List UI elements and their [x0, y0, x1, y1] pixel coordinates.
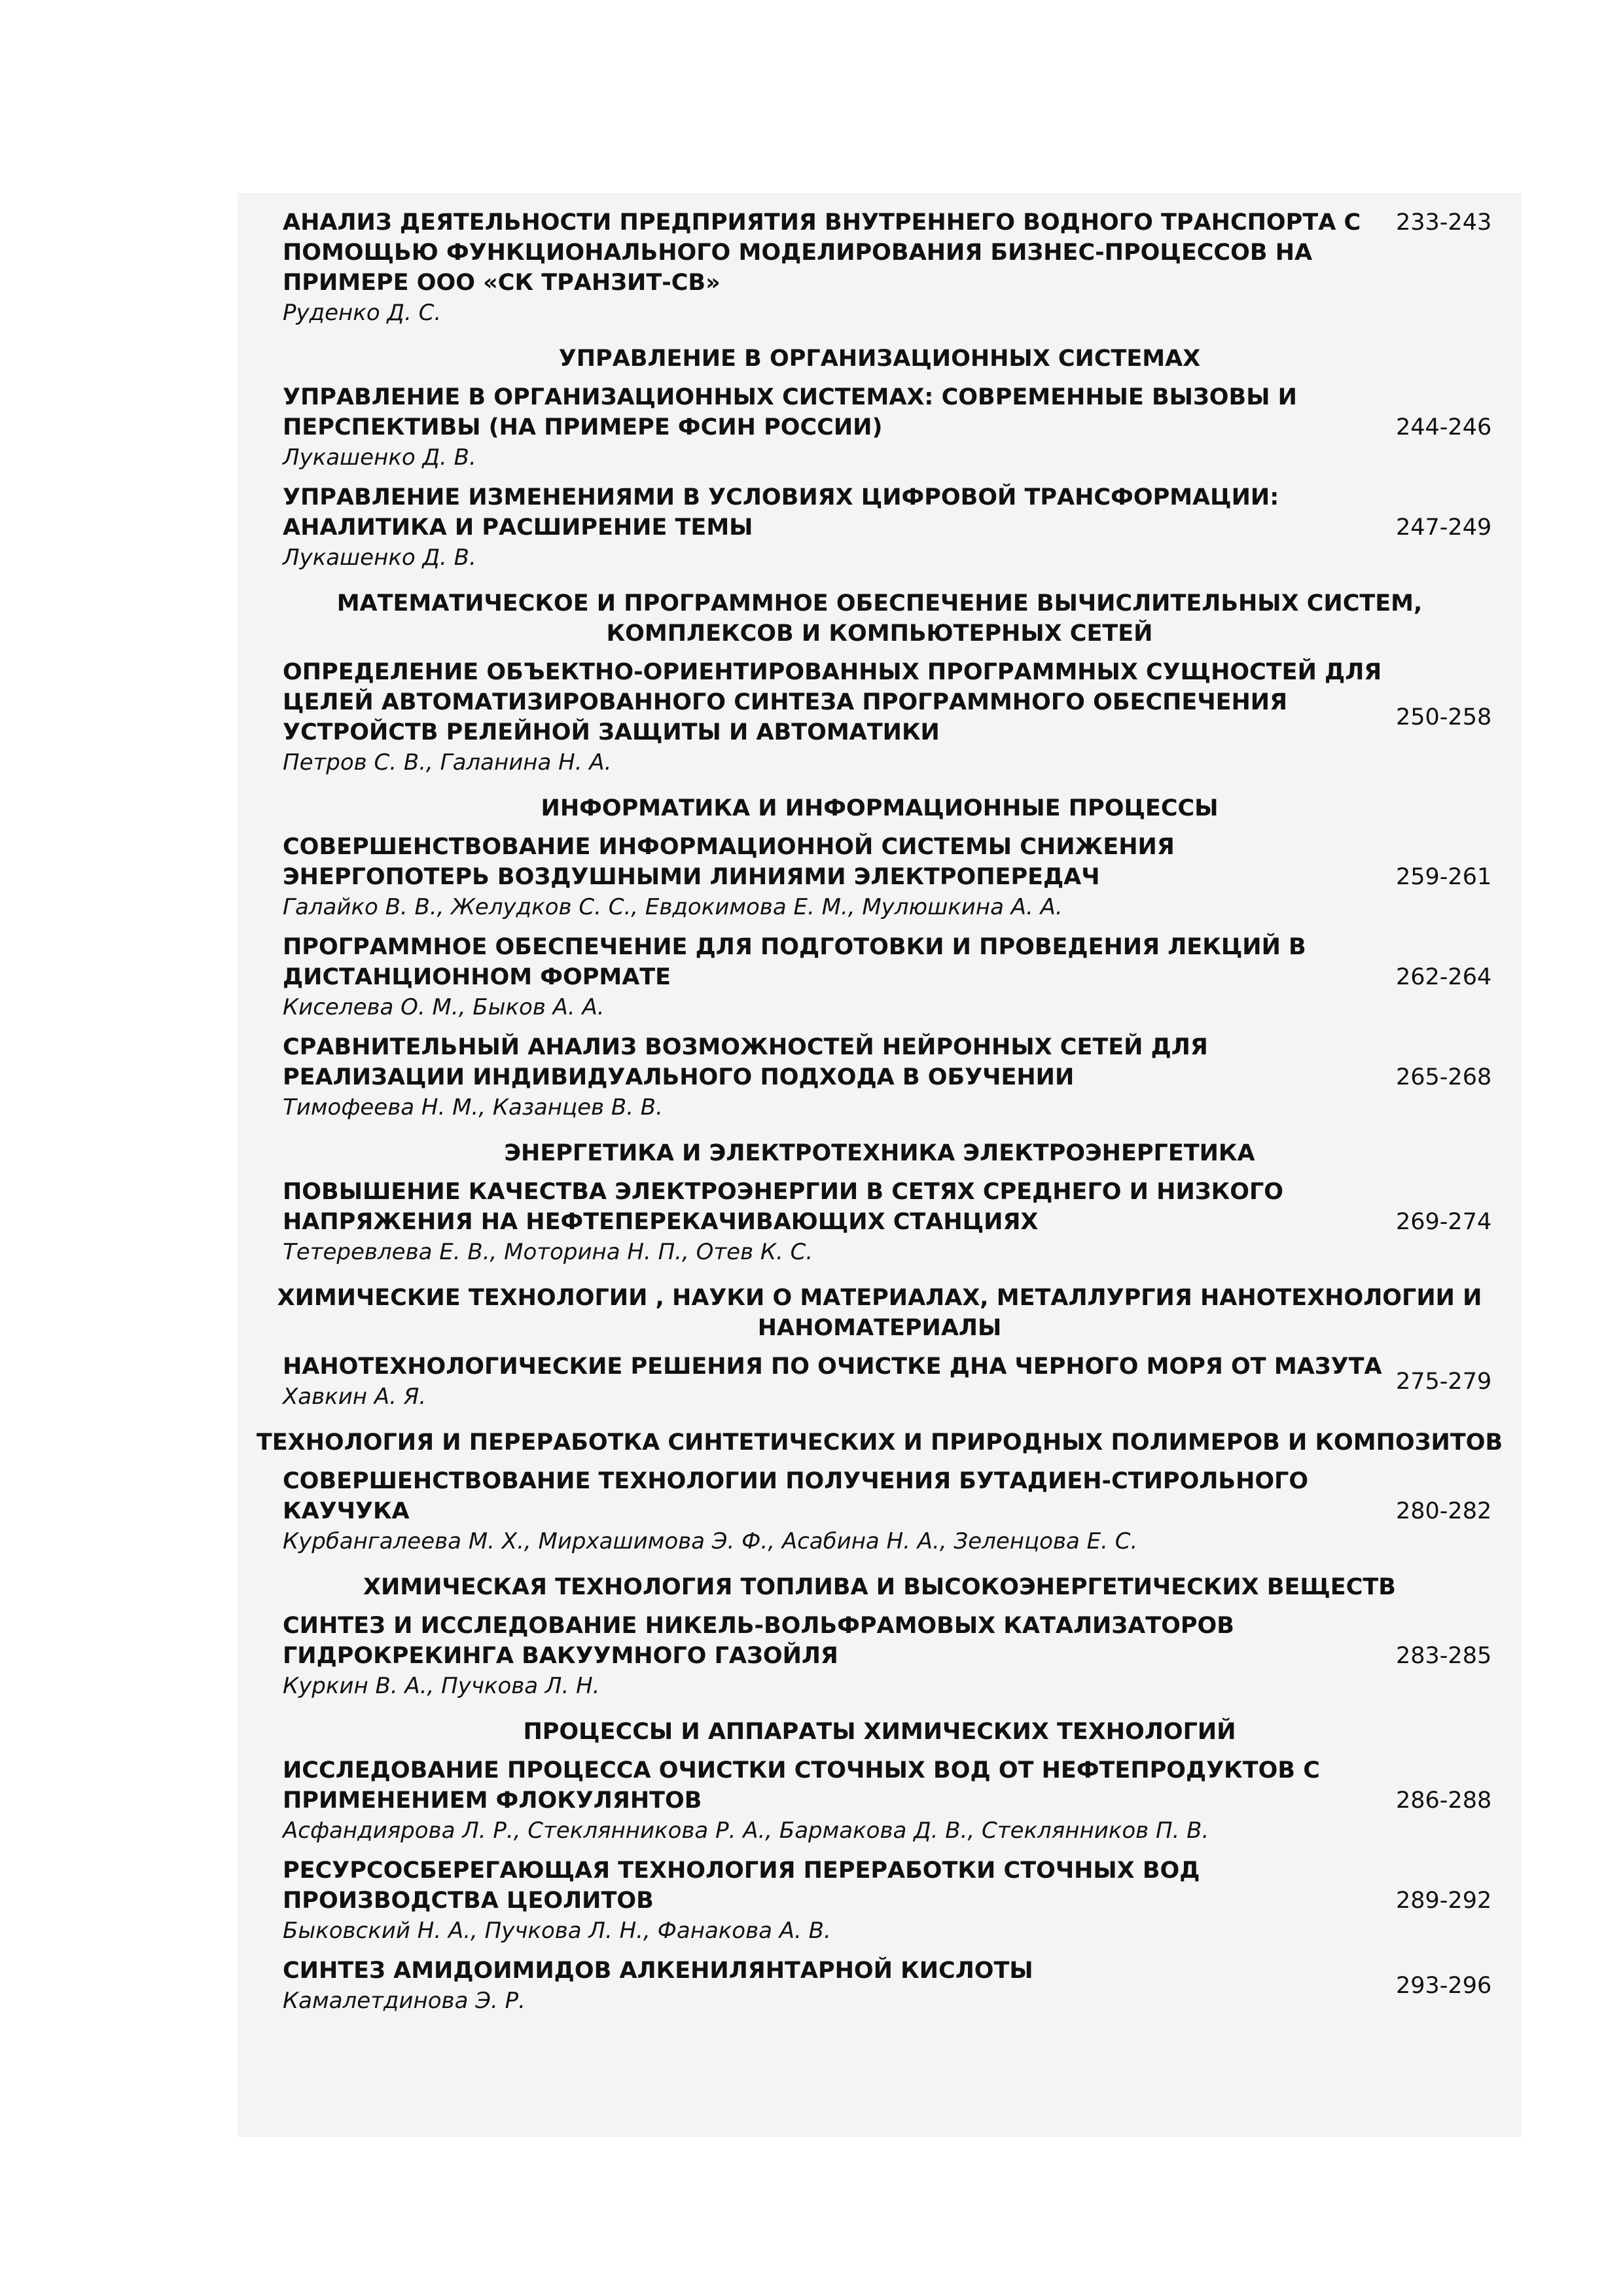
entry-title: СРАВНИТЕЛЬНЫЙ АНАЛИЗ ВОЗМОЖНОСТЕЙ НЕЙРОННЫХ СЕТЕЙ ДЛЯ РЕАЛИЗАЦИИ ИНДИВИДУАЛЬНОГО ПОДХОДА В ОБУЧЕНИИ [283, 1034, 1208, 1090]
toc-entry[interactable] [238, 1856, 1522, 1956]
entry-title: ПРОГРАММНОЕ ОБЕСПЕЧЕНИЕ ДЛЯ ПОДГОТОВКИ И ПРОВЕДЕНИЯ ЛЕКЦИЙ В ДИСТАНЦИОННОМ ФОРМАТЕ [283, 934, 1306, 990]
entry-title: СОВЕРШЕНСТВОВАНИЕ ТЕХНОЛОГИИ ПОЛУЧЕНИЯ БУТАДИЕН-СТИРОЛЬНОГО КАУЧУКА [283, 1468, 1309, 1524]
entry-pages: 247-249 [1396, 514, 1492, 541]
toc-entry[interactable] [238, 1032, 1522, 1132]
entry-title: СИНТЕЗ АМИДОИМИДОВ АЛКЕНИЛЯНТАРНОЙ КИСЛОТЫ [283, 1958, 1033, 1984]
entry-title: СОВЕРШЕНСТВОВАНИЕ ИНФОРМАЦИОННОЙ СИСТЕМЫ СНИЖЕНИЯ ЭНЕРГОПОТЕРЬ ВОЗДУШНЫМИ ЛИНИЯМИ ЭЛЕКТРОПЕРЕДАЧ [283, 834, 1175, 890]
entry-authors: Камалетдинова Э. Р. [283, 1988, 526, 2014]
toc-entry[interactable] [238, 657, 1522, 787]
toc-entry[interactable] [238, 832, 1522, 932]
entry-pages: 259-261 [1396, 864, 1492, 890]
entry-title: ИССЛЕДОВАНИЕ ПРОЦЕССА ОЧИСТКИ СТОЧНЫХ ВОД ОТ НЕФТЕПРОДУКТОВ С ПРИМЕНЕНИЕМ ФЛОКУЛЯНТОВ [283, 1757, 1320, 1814]
toc-entry[interactable] [238, 1755, 1522, 1856]
entry-authors: Лукашенко Д. В. [283, 444, 476, 471]
toc-entry[interactable] [238, 1352, 1522, 1422]
entry-pages: 293-296 [1396, 1973, 1492, 1999]
entry-title: СИНТЕЗ И ИССЛЕДОВАНИЕ НИКЕЛЬ-ВОЛЬФРАМОВЫХ КАТАЛИЗАТОРОВ ГИДРОКРЕКИНГА ВАКУУМНОГО ГАЗОЙЛЯ [283, 1613, 1234, 1669]
toc-entry[interactable] [238, 482, 1522, 583]
entry-pages: 269-274 [1396, 1209, 1492, 1235]
entry-authors: Лукашенко Д. В. [283, 545, 476, 571]
entry-title: ПОВЫШЕНИЕ КАЧЕСТВА ЭЛЕКТРОЭНЕРГИИ В СЕТЯХ СРЕДНЕГО И НИЗКОГО НАПРЯЖЕНИЯ НА НЕФТЕПЕРЕКАЧИВАЮЩИХ СТАНЦИЯХ [283, 1179, 1284, 1235]
toc-entry[interactable] [238, 1466, 1522, 1566]
entry-pages: 275-279 [1396, 1369, 1492, 1395]
entry-title: РЕСУРСОСБЕРЕГАЮЩАЯ ТЕХНОЛОГИЯ ПЕРЕРАБОТКИ СТОЧНЫХ ВОД ПРОИЗВОДСТВА ЦЕОЛИТОВ [283, 1857, 1200, 1914]
entry-title: НАНОТЕХНОЛОГИЧЕСКИЕ РЕШЕНИЯ ПО ОЧИСТКЕ ДНА ЧЕРНОГО МОРЯ ОТ МАЗУТА [283, 1354, 1382, 1380]
entry-authors: Быковский Н. А., Пучкова Л. Н., Фанакова А. В. [283, 1918, 831, 1944]
entry-pages: 233-243 [1396, 209, 1492, 236]
section-heading: УПРАВЛЕНИЕ В ОРГАНИЗАЦИОННЫХ СИСТЕМАХ [558, 346, 1201, 372]
section-heading: МАТЕМАТИЧЕСКОЕ И ПРОГРАММНОЕ ОБЕСПЕЧЕНИЕ ВЫЧИСЛИТЕЛЬНЫХ СИСТЕМ, КОМПЛЕКСОВ И КОМПЬЮТЕРНЫХ СЕТЕЙ [336, 590, 1423, 647]
section-heading: ХИМИЧЕСКИЕ ТЕХНОЛОГИИ , НАУКИ О МАТЕРИАЛАХ, МЕТАЛЛУРГИЯ НАНОТЕХНОЛОГИИ И НАНОМАТЕРИАЛЫ [277, 1285, 1482, 1341]
section-heading: ЭНЕРГЕТИКА И ЭЛЕКТРОТЕХНИКА ЭЛЕКТРОЭНЕРГЕТИКА [504, 1140, 1255, 1166]
toc-entry[interactable] [238, 207, 1522, 338]
toc-entry[interactable] [238, 1956, 1522, 2026]
entry-authors: Галайко В. В., Желудков С. С., Евдокимова Е. М., Мулюшкина А. А. [283, 894, 1063, 920]
entry-authors: Тетеревлева Е. В., Моторина Н. П., Отев К. С. [283, 1239, 813, 1265]
toc-entry[interactable] [238, 1611, 1522, 1711]
entry-pages: 286-288 [1396, 1787, 1492, 1814]
section-heading: ТЕХНОЛОГИЯ И ПЕРЕРАБОТКА СИНТЕТИЧЕСКИХ И ПРИРОДНЫХ ПОЛИМЕРОВ И КОМПОЗИТОВ [256, 1429, 1503, 1456]
entry-authors: Киселева О. М., Быков А. А. [283, 994, 605, 1020]
entry-pages: 280-282 [1396, 1498, 1492, 1524]
entry-pages: 250-258 [1396, 704, 1492, 730]
entry-pages: 289-292 [1396, 1888, 1492, 1914]
section-heading: ХИМИЧЕСКАЯ ТЕХНОЛОГИЯ ТОПЛИВА И ВЫСОКОЭНЕРГЕТИЧЕСКИХ ВЕЩЕСТВ [363, 1574, 1396, 1600]
toc-entry[interactable] [238, 382, 1522, 482]
entry-authors: Курбангалеева М. Х., Мирхашимова Э. Ф., Асабина Н. А., Зеленцова Е. С. [283, 1528, 1138, 1554]
toc-entry[interactable] [238, 1177, 1522, 1277]
entry-pages: 265-268 [1396, 1064, 1492, 1090]
entry-pages: 262-264 [1396, 964, 1492, 990]
section-heading: ПРОЦЕССЫ И АППАРАТЫ ХИМИЧЕСКИХ ТЕХНОЛОГИЙ [523, 1719, 1236, 1745]
entry-title: ОПРЕДЕЛЕНИЕ ОБЪЕКТНО-ОРИЕНТИРОВАННЫХ ПРОГРАММНЫХ СУЩНОСТЕЙ ДЛЯ ЦЕЛЕЙ АВТОМАТИЗИРОВАННОГО СИНТЕЗА ПРОГРАММНОГО ОБЕСПЕЧЕНИЯ УСТРОЙСТВ РЕЛЕЙНОЙ ЗАЩИТЫ И АВТОМАТИКИ [283, 659, 1382, 745]
entry-authors: Хавкин А. Я. [283, 1384, 427, 1410]
entry-title: УПРАВЛЕНИЕ ИЗМЕНЕНИЯМИ В УСЛОВИЯХ ЦИФРОВОЙ ТРАНСФОРМАЦИИ: АНАЛИТИКА И РАСШИРЕНИЕ ТЕМЫ [283, 484, 1279, 541]
entry-authors: Руденко Д. С. [283, 300, 442, 326]
entry-title: УПРАВЛЕНИЕ В ОРГАНИЗАЦИОННЫХ СИСТЕМАХ: СОВРЕМЕННЫЕ ВЫЗОВЫ И ПЕРСПЕКТИВЫ (НА ПРИМЕРЕ ФСИН РОССИИ) [283, 384, 1297, 440]
entry-authors: Петров С. В., Галанина Н. А. [283, 749, 612, 776]
table-of-contents [238, 207, 1522, 2026]
section-heading: ИНФОРМАТИКА И ИНФОРМАЦИОННЫЕ ПРОЦЕССЫ [541, 795, 1219, 821]
entry-pages: 244-246 [1396, 414, 1492, 440]
entry-title: АНАЛИЗ ДЕЯТЕЛЬНОСТИ ПРЕДПРИЯТИЯ ВНУТРЕННЕГО ВОДНОГО ТРАНСПОРТА С ПОМОЩЬЮ ФУНКЦИОНАЛЬНОГО МОДЕЛИРОВАНИЯ БИЗНЕС-ПРОЦЕССОВ НА ПРИМЕРЕ ООО «СК ТРАНЗИТ-СВ» [283, 209, 1361, 296]
entry-authors: Асфандиярова Л. Р., Стеклянникова Р. А., Бармакова Д. В., Стеклянников П. В. [283, 1818, 1209, 1844]
entry-authors: Тимофеева Н. М., Казанцев В. В. [283, 1094, 663, 1121]
toc-entry[interactable] [238, 932, 1522, 1032]
entry-pages: 283-285 [1396, 1643, 1492, 1669]
entry-authors: Куркин В. А., Пучкова Л. Н. [283, 1673, 600, 1699]
toc-page [238, 193, 1522, 2137]
